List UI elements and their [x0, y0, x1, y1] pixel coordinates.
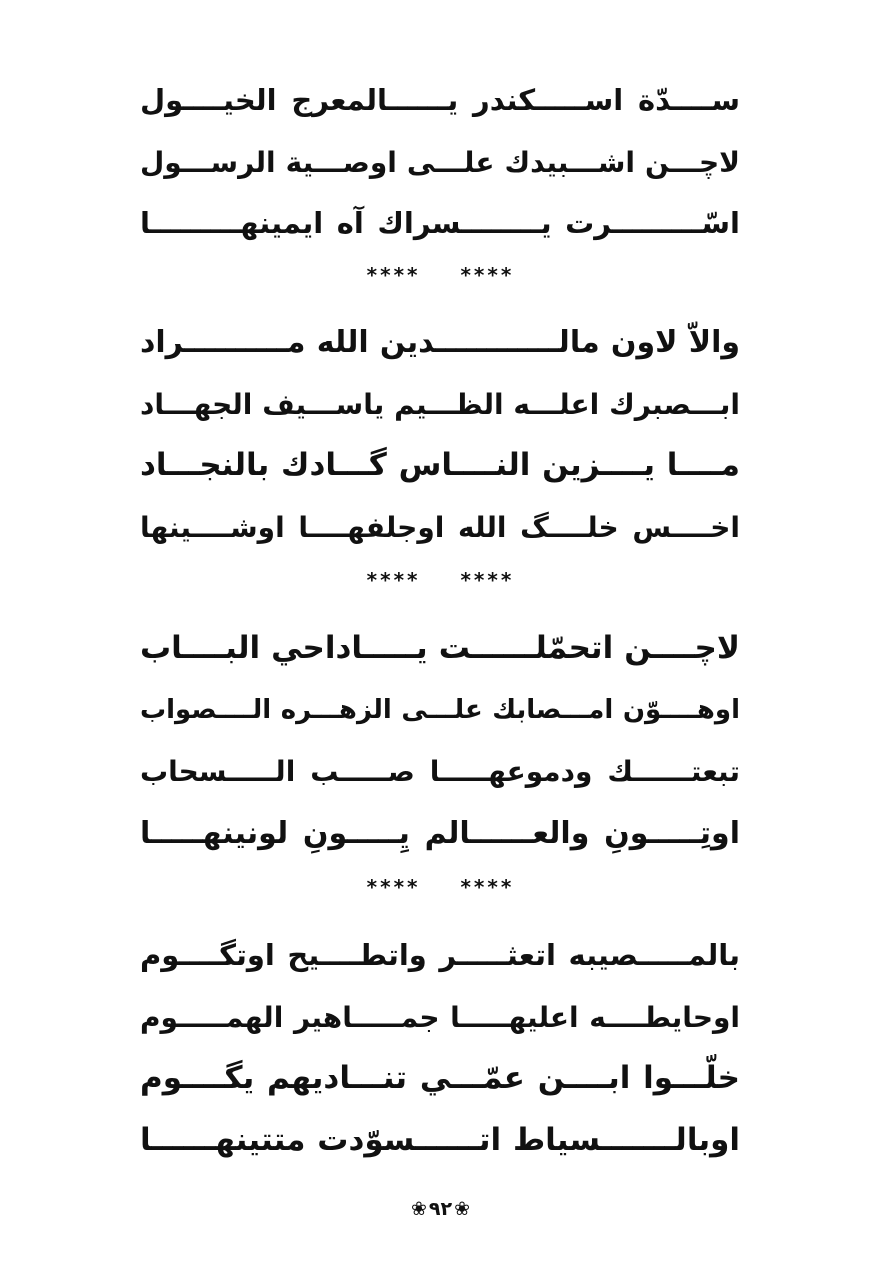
verse-line: لاچـــن اشـــبيدك علـــى اوصـــية الرســـول	[140, 145, 740, 179]
verse-line: لاچــــن اتحمّلــــــت يـــــاداحي البــــاب	[140, 630, 740, 666]
flower-ornament-icon: ❀	[454, 1198, 471, 1220]
stanza-separator: **** ****	[366, 568, 515, 592]
verse-line: اوهــــوّن امـــصابك علـــى الزهـــره الــــصواب	[140, 694, 740, 725]
page-number	[0, 1198, 881, 1220]
verse-line: خلّـــوا ابــــن عمّـــي تنـــاديهم يگــــوم	[140, 1060, 740, 1096]
verse-line: مــــا يــــزين النــــاس گـــادك بالنجـــاد	[140, 447, 740, 483]
verse-line: بالمـــــصيبه اتعثـــــر واتطــــيح اوتگــــوم	[140, 938, 740, 972]
stanza-separator: **** ****	[366, 875, 515, 899]
verse-line: والاّ لاون مالــــــــــــدين الله مــــــــــراد	[140, 325, 740, 360]
verse-line: ابـــصبرك اعلـــه الظـــيم ياســـيف الجهـــاد	[140, 387, 740, 421]
verse-line: ســــدّة اســـــكندر يــــــالمعرج الخيــــول	[140, 83, 740, 117]
stanza-4	[140, 925, 740, 1171]
verse-line: اوتِـــــونِ والعــــــالم يِـــــونِ لونينهـــــا	[140, 815, 740, 851]
flower-ornament-icon: ❀	[410, 1198, 427, 1220]
page-number-text: ٩٢	[428, 1198, 453, 1220]
stanza-3	[140, 618, 740, 864]
verse-line: اوبالـــــــسياط اتــــــسوّدت متتينهــــــا	[140, 1121, 740, 1158]
stanza-separator: **** ****	[366, 263, 515, 287]
verse-line: اسّـــــــــرت يــــــــسراك آه ايمينهـــــــــا	[140, 206, 740, 240]
stanza-1	[140, 70, 740, 255]
verse-line: اوحايطــــه اعليهـــــا جمـــــاهير الهمـــــوم	[140, 1000, 740, 1034]
verse-line: تبعتــــــك ودموعهـــــا صـــــب الـــــسحاب	[140, 755, 740, 788]
stanza-2	[140, 312, 740, 558]
verse-line: اخــــس خلــــگ الله اوجلفهــــا اوشــــينها	[140, 510, 740, 544]
